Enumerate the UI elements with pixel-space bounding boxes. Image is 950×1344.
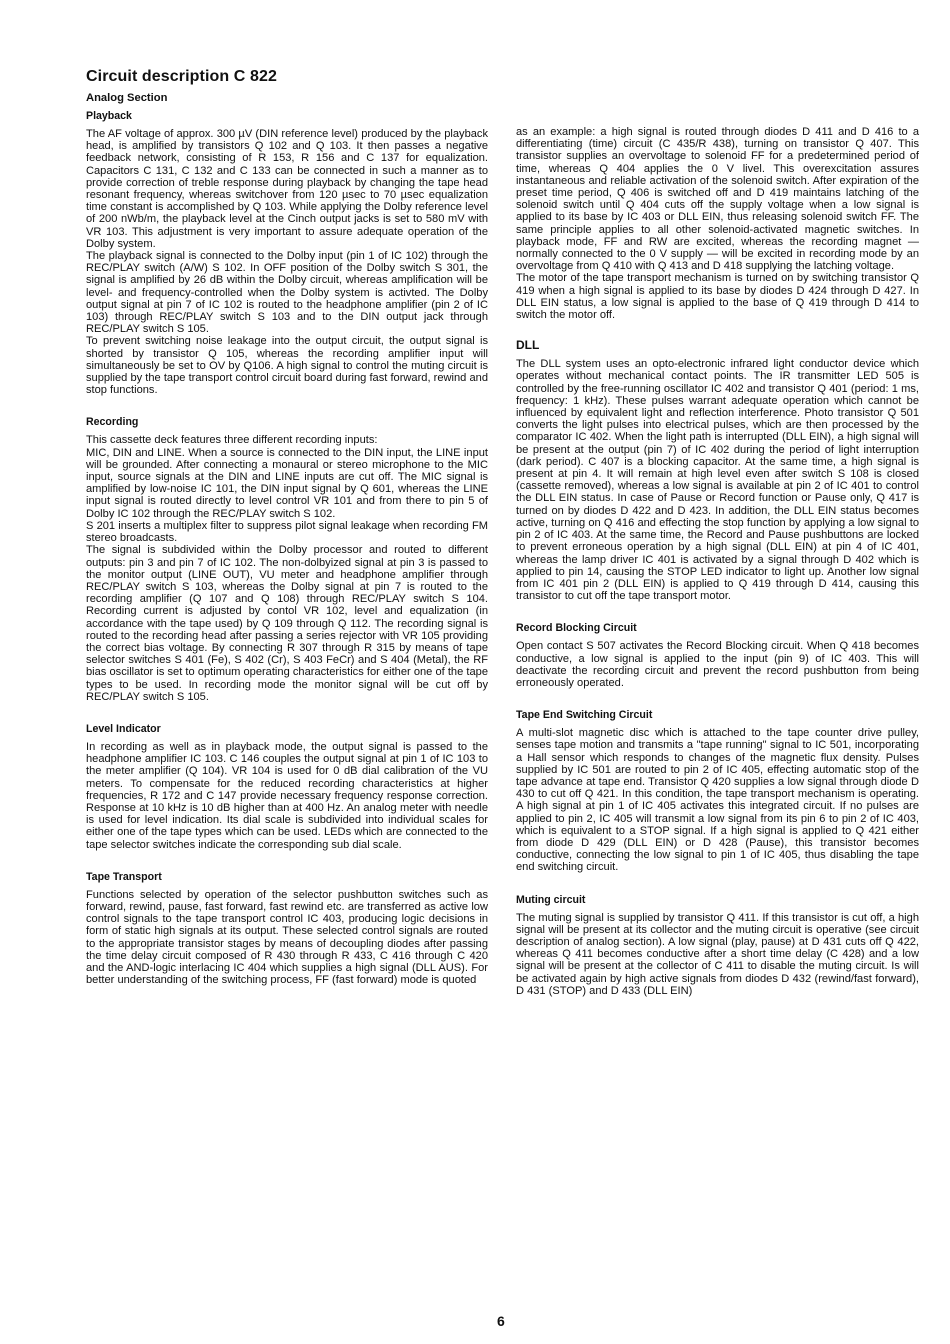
playback-heading: Playback: [86, 110, 132, 122]
tape-end-heading: Tape End Switching Circuit: [516, 709, 653, 722]
muting-paragraph: The muting signal is supplied by transistor Q 411. If this transistor is cut off, a high signal will be present at its collector and the muting circuit is operative (see circuit description of analog section). A low signal (play, pause) at D 431 cuts off Q 422, whereas Q 411 becomes conductive after a short time delay (C 428) and a low signal will be present at the collector of C 411 to disable the muting circuit. Is will be activated again by high active signals from diodes D 432 (rewind/fast forward), D 431 (STOP) and D 433 (DLL EIN): [516, 911, 919, 997]
muting-heading: Muting circuit: [516, 893, 586, 906]
right-column: [516, 126, 919, 997]
dll-paragraph: The DLL system uses an opto-electronic infrared light conductor device which operates without mechanical contact points. The IR transmitter LED 505 is controlled by the free-running oscillator IC 402 and transistor Q 401 (period: 1 ms, frequency: 1 kHz). These pulses warrant adequate operation which cannot be influenced by equivalent light and reflection interference. Photo transistor Q 501 converts the light pulses into electrical pulses, which are then processed by the comparator IC 402. When the light path is interrupted (DLL EIN), a high signal will be present at the output (pin 7) of IC 402 during the period of light interruption (dark period). C 407 is a blocking capacitor. At the same time, a high signal is present at pin 4. It will remain at high level even after switch S 108 is closed (cassette removed), whereas a low signal is available at pin 2 of IC 401 to control the DLL EIN status. In case of Pause or Record function or Pause only, Q 417 is turned on by diodes D 422 and D 423. In addition, the DLL EIN status becomes active, turning on Q 416 and effecting the stop function by applying a low signal to pin 2 of IC 403. At the same time, the Record and Pause pushbuttons are locked to prevent erroneous operation by a high signal (DLL EIN) at pin 4 of IC 401, whereas the lamp driver IC 401 is activated by a signal through D 402 which is applied to pin 14, causing the STOP LED indicator to light up. Another low signal from IC 401 pin 2 (DLL EIN) is applied to Q 419 through D 414, causing this transistor to cut off the tape transport motor.: [516, 358, 919, 603]
page-title: Circuit description C 822: [86, 68, 277, 85]
recording-paragraph-3: S 201 inserts a multiplex filter to suppress pilot signal leakage when recording FM stereo broadcasts.: [86, 519, 488, 545]
analog-section-heading: Analog Section: [86, 92, 168, 104]
level-indicator-paragraph: In recording as well as in playback mode, the output signal is passed to the headphone amplifier IC 103. C 146 couples the output signal at pin 1 of IC 103 to the meter amplifier (Q 104). VR 104 is used for 0 dB dial calibration of the VU meters. To compensate for the reduced recording characteristics at higher frequencies, R 172 and C 147 provide necessary frequency response correction. Response at 10 kHz is 10 dB higher than at 400 Hz. An analog meter with needle is used for level indication. Its dial scale is subdivided into individual scales for either one of the tape types which can be used. LEDs which are connected to the tape selector switches indicate the corresponding sub dial scale.: [86, 740, 488, 851]
tape-transport-paragraph-1: Functions selected by operation of the selector pushbutton switches such as forward, rewind, pause, fast forward, fast rewind etc. are transferred as active low control signals to the tape transport control IC 403, producing logic decisions in form of static high signals at its output. These selected control signals are routed to the appropriate transistor stages by means of decoupling diodes after passing the time delay circuit composed of R 430 through R 433, C 416 through C 420 and the AND-logic interlacing IC 404 which supplies a high signal (DLL AUS). For better understanding of the switching process, FF (fast forward) mode is quoted: [86, 888, 488, 987]
record-blocking-heading: Record Blocking Circuit: [516, 622, 637, 635]
tape-end-paragraph: A multi-slot magnetic disc which is attached to the tape counter drive pulley, senses tape motion and transmits a "tape running" signal to IC 501, incorporating a Hall sensor which responds to changes of the magnetic flux density. Pulses supplied by IC 501 are routed to pin 2 of IC 405, effecting automatic stop of the tape advance at tape end. Transistor Q 420 supplies a low signal through diode D 430 to cut off Q 421. In this condition, the tape transport mechanism is operating. A high signal at pin 1 of IC 405 activates this integrated circuit. If no pulses are applied to pin 2, IC 405 will transmit a low signal from its pin 6 to pin 2 of IC 403, which is equivalent to a STOP signal. If a high signal is applied to Q 421 either from diode D 429 (DLL EIN) or D 428 (Pause), this transistor becomes conductive, connecting the low signal to pin 1 of IC 405, thus disabling the tape end switching circuit.: [516, 727, 919, 874]
dll-heading: DLL: [516, 338, 540, 353]
recording-paragraph-2: MIC, DIN and LINE. When a source is connected to the DIN input, the LINE input will be grounded. After connecting a monaural or stereo microphone to the MIC input, source signals at the DIN and LINE inputs are cut off. The MIC signal is amplified by low-noise IC 101, the DIN input signal by Q 601, whereas the LINE input signal is routed directly to level control VR 101 and from there to pin 5 of Dolby IC 102 through the REC/PLAY switch S 102.: [86, 446, 488, 520]
tape-transport-paragraph-2: as an example: a high signal is routed through diodes D 411 and D 416 to a differentiating (time) circuit (C 435/R 438), turning on transistor Q 407. This transistor supplies an overvoltage to solenoid FF for a predetermined period of time, whereas Q 404 applies the 0 V livel. This overexcitation assures instantaneous and reliable activation of the solenoid switch. After expiration of the preset time period, Q 406 is switched off and D 419 maintains latching of the solenoid switch until Q 404 cuts off the supply voltage when a low signal is applied to its base by IC 403 or DLL EIN, thus releasing solenoid switch FF. The same principle applies to all other solenoid-activated magnetic switches. In playback mode, FF and RW are excited, whereas the recording magnet — normally connected to the 0 V supply — will be excited in recording mode by an overvoltage from Q 410 with Q 413 and D 418 supplying the latching voltage.: [516, 126, 919, 273]
tape-transport-heading: Tape Transport: [86, 870, 162, 883]
recording-paragraph-4: The signal is subdivided within the Dolby processor and routed to different outputs: pin 3 and pin 7 of IC 102. The non-dolbyized signal at pin 3 is passed to the monitor output (LINE OUT), VU meter and headphone amplifier through REC/PLAY switch S 103, whereas the Dolby signal at pin 7 is routed to the recording amplifier (Q 107 and Q 108) through REC/PLAY switch S 104. Recording current is adjusted by contol VR 102, level and equalization (in accordance with the tape used) by Q 109 through Q 112. The recording signal is routed to the recording head after passing a series rejector with VR 105 providing the correct bias voltage. By connecting R 307 through R 315 by means of tape selector switches S 401 (Fe), S 402 (Cr), S 403 FeCr) and S 404 (Metal), the RF bias oscillator is set to optimum operating characteristics for either one of the tape types to be used. In recording mode the monitor signal will be cut off by REC/PLAY switch S 105.: [86, 544, 488, 703]
playback-paragraph-1: The AF voltage of approx. 300 µV (DIN reference level) produced by the playback head, is amplified by transistors Q 102 and Q 103. It then passes a negative feedback network, consisting of R 153, R 156 and C 137 for equalization. Capacitors C 131, C 132 and C 133 can be connected in such a manner as to provide correction of treble response during playback by changing the tape head resonant frequency, whereas switchover from 120 µsec to 70 µsec equalization time constant is accomplished by Q 103. While applying the Dolby reference level of 200 nWb/m, the playback level at the Cinch output jacks is set to 580 mV with VR 103. This adjustment is very important to assure adequate operation of the Dolby system.: [86, 128, 488, 250]
page-number: 6: [497, 1313, 505, 1329]
recording-heading: Recording: [86, 416, 139, 429]
playback-paragraph-2: The playback signal is connected to the Dolby input (pin 1 of IC 102) through the REC/PLAY switch (A/W) S 102. In OFF position of the Dolby switch S 301, the signal is amplified by 26 dB within the Dolby circuit, whereas amplification will be level- and frequency-controlled when the Dolby system is activted. The Dolby output signal at pin 7 of IC 102 is routed to the headphone amplifier (pin 2 of IC 103) through REC/PLAY switch S 103 and to the DIN output jack through REC/PLAY switch S 105.: [86, 250, 488, 336]
level-indicator-heading: Level Indicator: [86, 722, 161, 735]
recording-paragraph-1: This cassette deck features three different recording inputs:: [86, 434, 378, 447]
left-column: [86, 92, 488, 986]
record-blocking-paragraph: Open contact S 507 activates the Record Blocking circuit. When Q 418 becomes conductive, a low signal is applied to the input (pin 9) of IC 403. This will deactivate the recording circuit and prevent the record pushbutton from being erroneously operated.: [516, 640, 919, 689]
tape-transport-paragraph-3: The motor of the tape transport mechanism is turned on by switching transistor Q 419 when a high signal is applied to its base by diodes D 424 through D 427. In DLL EIN status, a low signal is applied to the base of Q 419 through D 414 to switch the motor off.: [516, 272, 919, 322]
playback-paragraph-3: To prevent switching noise leakage into the output circuit, the output signal is shorted by transistor Q 105, whereas the recording amplifier input will simultaneously be set to OV by Q106. A high signal to control the muting circuit is supplied by the tape transport control circuit board during fast forward, rewind and stop functions.: [86, 335, 488, 397]
